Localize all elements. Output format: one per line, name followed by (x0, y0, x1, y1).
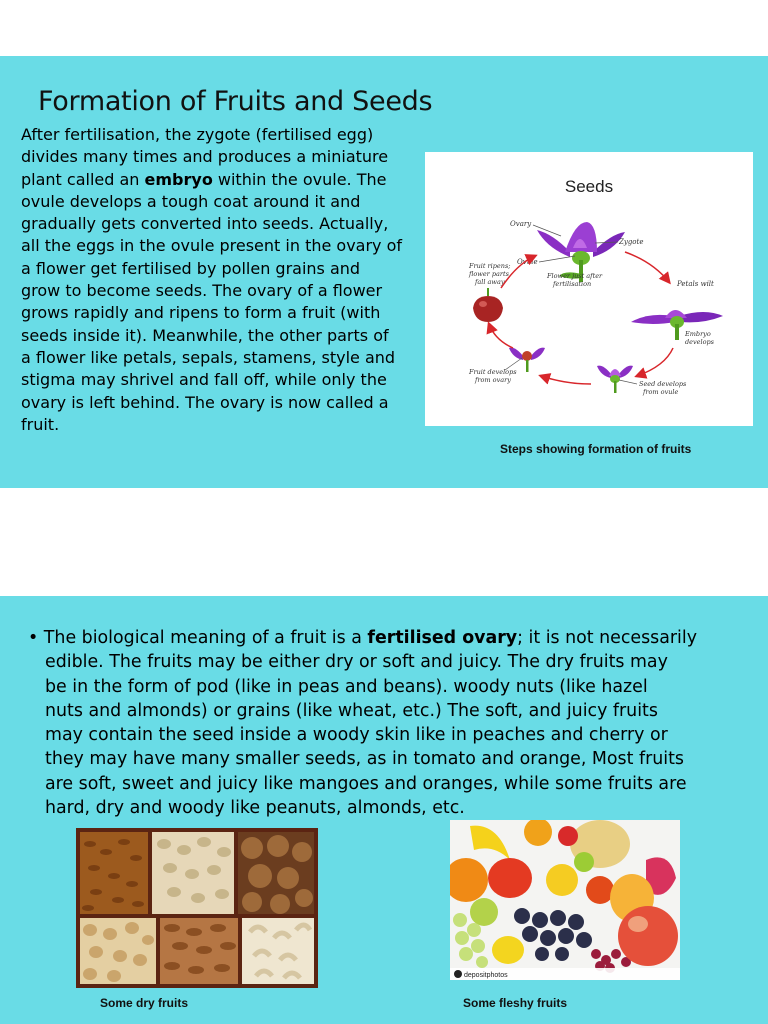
text-segment: grow to become seeds. The ovary of a flower (21, 281, 383, 301)
paragraph-line (21, 280, 426, 302)
text-segment: within the ovule. The (212, 169, 387, 189)
text-segment: ; it is not necessarily (517, 628, 697, 648)
label-petals-wilt: Petals wilt (677, 280, 714, 288)
paragraph-line (21, 258, 426, 280)
paragraph-line (28, 626, 748, 650)
paragraph-line (28, 747, 748, 771)
label-fertilisation: fertilisation (553, 280, 592, 288)
fertilisation-paragraph (21, 124, 426, 436)
label-ovary: Ovary (510, 220, 532, 228)
label-embryo: Embryo (685, 330, 711, 338)
text-segment: fruit. (21, 414, 60, 434)
text-segment: stigma may shrivel and fall off, while only the (21, 370, 387, 390)
diagram-caption: Steps showing formation of fruits (500, 442, 692, 456)
paragraph-line (28, 650, 748, 674)
text-segment: ovary is left behind. The ovary is now called a (21, 392, 389, 412)
text-segment: After fertilisation, the zygote (fertilised egg) (21, 125, 374, 144)
label-fruit-ripens: Fruit ripens; (469, 262, 511, 270)
paragraph-line (21, 169, 426, 191)
text-segment: grows rapidly and ripens to form a fruit (with (21, 303, 381, 323)
label-from-ovary: from ovary (475, 376, 511, 384)
text-segment: edible. The fruits may be either dry or soft and juicy. The dry fruits may (45, 652, 668, 673)
text-segment: be in the form of pod (like in peas and beans). woody nuts (like hazel (45, 676, 648, 697)
paragraph-line (21, 146, 426, 168)
label-from-ovule: from ovule (643, 388, 679, 396)
paragraph-line (21, 191, 426, 213)
label-seed-develops: Seed develops (639, 380, 687, 388)
label-flower-after: Flower just after (547, 272, 603, 280)
seed-develops-flower-icon (597, 366, 633, 393)
paragraph-line (21, 369, 426, 391)
text-segment: a flower like petals, sepals, stamens, style and (21, 347, 396, 367)
paragraph-line (28, 675, 748, 699)
label-ovule: Ovule (517, 258, 538, 266)
paragraph-line (28, 796, 748, 820)
label-fruit-develops: Fruit develops (469, 368, 517, 376)
label-flower-parts: flower parts (469, 270, 509, 278)
paragraph-line (21, 213, 426, 235)
bold-term-embryo: embryo (144, 169, 213, 189)
text-segment: nuts and almonds) or grains (like wheat, etc.) The soft, and juicy fruits (45, 700, 658, 721)
paragraph-line (21, 302, 426, 324)
fleshy-fruits-illustration (450, 820, 680, 980)
seed-cycle-illustration (425, 152, 753, 426)
fleshy-fruits-photo (450, 820, 680, 980)
paragraph-line (21, 414, 426, 436)
paragraph-line (21, 347, 426, 369)
watermark-text: depositphotos (464, 972, 508, 979)
text-segment: a flower get fertilised by pollen grains and (21, 258, 361, 278)
text-segment: The biological meaning of a fruit is a (43, 628, 368, 648)
bullet-icon: • (28, 628, 39, 648)
fleshy-fruits-caption: Some fleshy fruits (463, 996, 568, 1010)
slide-formation-of-fruits (0, 56, 768, 488)
paragraph-line (28, 699, 748, 723)
fruit-definition-paragraph (28, 626, 748, 820)
paragraph-line (21, 124, 426, 146)
text-segment: plant called an (21, 169, 145, 189)
bold-term-fertilised-ovary: fertilised ovary (367, 628, 518, 648)
slide-title: Formation of Fruits and Seeds (38, 86, 433, 117)
dry-fruits-caption: Some dry fruits (100, 996, 189, 1010)
seed-formation-diagram (425, 152, 753, 426)
paragraph-line (28, 723, 748, 747)
paragraph-line (28, 772, 748, 796)
text-segment: ovule develops a tough coat around it and (21, 191, 361, 211)
text-segment: divides many times and produces a miniature (21, 147, 389, 167)
text-segment: all the eggs in the ovule present in the ovary of (21, 236, 403, 256)
text-segment: hard, dry and woody like peanuts, almonds, etc. (45, 798, 465, 819)
dry-fruits-illustration (76, 828, 318, 988)
paragraph-line (21, 325, 426, 347)
text-segment: seeds inside it). Meanwhile, the other parts of (21, 325, 389, 345)
dry-fruits-photo (76, 828, 318, 988)
paragraph-line (21, 392, 426, 414)
label-embryo-develops: develops (685, 338, 715, 346)
ripe-fruit-icon (473, 288, 503, 322)
text-segment: gradually gets converted into seeds. Actually, (21, 214, 389, 234)
text-segment: they may have many smaller seeds, as in tomato and orange, Most fruits (45, 749, 684, 770)
text-segment: may contain the seed inside a woody skin like in peaches and cherry or (45, 725, 668, 746)
slide-biological-meaning-of-fruit (0, 596, 768, 1024)
text-segment: are soft, sweet and juicy like mangoes and oranges, while some fruits are (45, 773, 687, 794)
label-zygote: Zygote (619, 238, 644, 246)
diagram-heading: Seeds (564, 177, 614, 196)
paragraph-line (21, 235, 426, 257)
label-fall-away: fall away (475, 278, 505, 286)
